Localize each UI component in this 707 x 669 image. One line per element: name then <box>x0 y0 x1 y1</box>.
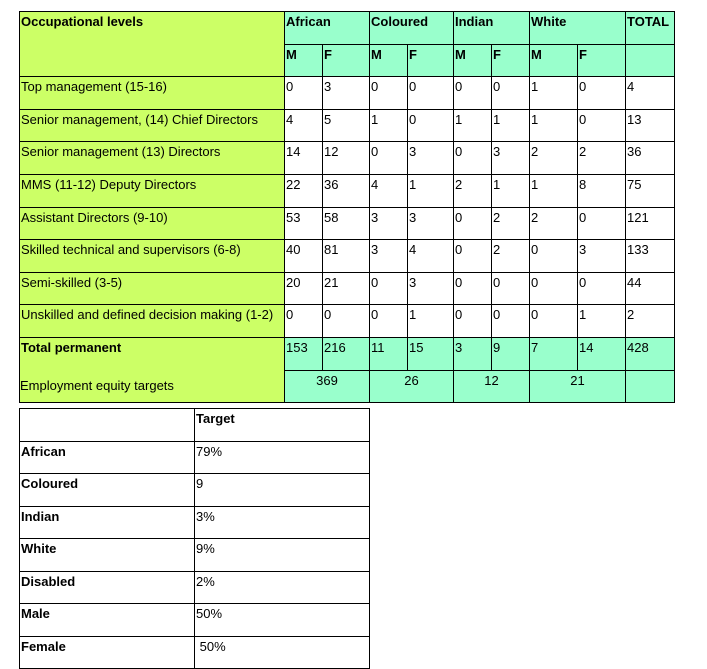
table-cell: 0 <box>285 77 323 110</box>
table-cell: 2 <box>626 305 675 338</box>
table-cell: 1 <box>492 174 530 207</box>
total-permanent-label: Total permanent <box>20 337 285 402</box>
table-cell: 0 <box>408 77 454 110</box>
table-cell: 1 <box>492 109 530 142</box>
table-cell: 58 <box>323 207 370 240</box>
total-african-f: 216 <box>323 337 370 370</box>
table-cell: 0 <box>530 305 578 338</box>
table-cell: 2 <box>454 174 492 207</box>
table-cell: 4 <box>285 109 323 142</box>
row-label: MMS (11-12) Deputy Directors <box>20 174 285 207</box>
header-total-blank <box>626 44 675 77</box>
target-row <box>20 539 370 572</box>
table-row <box>20 109 675 142</box>
table-cell: 0 <box>530 240 578 273</box>
table-cell: 8 <box>578 174 626 207</box>
header-occupational-levels: Occupational levels <box>20 12 285 77</box>
table-cell: 0 <box>492 272 530 305</box>
total-coloured-m: 11 <box>370 337 408 370</box>
table-cell: 2 <box>530 142 578 175</box>
table-cell: 21 <box>323 272 370 305</box>
table-cell: 0 <box>492 305 530 338</box>
table-cell: 3 <box>492 142 530 175</box>
table-cell: 0 <box>370 305 408 338</box>
group-total-indian: 12 <box>454 370 530 403</box>
target-row <box>20 604 370 637</box>
table-cell: 3 <box>408 207 454 240</box>
table-cell: 121 <box>626 207 675 240</box>
total-african-m: 153 <box>285 337 323 370</box>
table-cell: 0 <box>454 305 492 338</box>
total-grand: 428 <box>626 337 675 370</box>
table-cell: 0 <box>370 272 408 305</box>
table-cell: 1 <box>454 109 492 142</box>
table-cell: 3 <box>370 240 408 273</box>
group-total-african: 369 <box>285 370 370 403</box>
table-cell: 36 <box>626 142 675 175</box>
table-cell: 3 <box>578 240 626 273</box>
table-cell: 20 <box>285 272 323 305</box>
table-row <box>20 207 675 240</box>
table-cell: 1 <box>530 174 578 207</box>
table-cell: 3 <box>370 207 408 240</box>
target-label: White <box>20 539 195 572</box>
table-cell: 1 <box>408 174 454 207</box>
header-white-m: M <box>530 44 578 77</box>
table-row <box>20 272 675 305</box>
header-coloured-f: F <box>408 44 454 77</box>
table-cell: 2 <box>492 207 530 240</box>
table-cell: 3 <box>408 272 454 305</box>
target-row <box>20 636 370 669</box>
table-cell: 2 <box>492 240 530 273</box>
occupational-levels-table <box>19 11 675 403</box>
target-label: Coloured <box>20 474 195 507</box>
header-african-f: F <box>323 44 370 77</box>
target-value: 79% <box>195 441 370 474</box>
row-label: Senior management, (14) Chief Directors <box>20 109 285 142</box>
table-cell: 0 <box>454 207 492 240</box>
table-cell: 0 <box>408 109 454 142</box>
table-cell: 44 <box>626 272 675 305</box>
table-cell: 5 <box>323 109 370 142</box>
target-value: 3% <box>195 506 370 539</box>
total-indian-f: 9 <box>492 337 530 370</box>
target-row <box>20 506 370 539</box>
target-value: 50% <box>195 636 370 669</box>
table-cell: 0 <box>530 272 578 305</box>
target-label: Male <box>20 604 195 637</box>
total-permanent-row <box>20 337 675 370</box>
target-row <box>20 441 370 474</box>
targets-header-blank <box>20 409 195 442</box>
target-value: 2% <box>195 571 370 604</box>
table-cell: 4 <box>408 240 454 273</box>
row-label: Skilled technical and supervisors (6-8) <box>20 240 285 273</box>
target-row <box>20 571 370 604</box>
target-label: African <box>20 441 195 474</box>
table-cell: 0 <box>578 109 626 142</box>
table-cell: 0 <box>454 272 492 305</box>
header-white-f: F <box>578 44 626 77</box>
target-label: Disabled <box>20 571 195 604</box>
table-row <box>20 174 675 207</box>
row-label: Semi-skilled (3-5) <box>20 272 285 305</box>
table-cell: 12 <box>323 142 370 175</box>
header-coloured: Coloured <box>370 12 454 45</box>
header-white: White <box>530 12 626 45</box>
table-cell: 0 <box>578 77 626 110</box>
table-cell: 1 <box>578 305 626 338</box>
total-white-m: 7 <box>530 337 578 370</box>
table-cell: 14 <box>285 142 323 175</box>
table-cell: 53 <box>285 207 323 240</box>
header-african: African <box>285 12 370 45</box>
header-coloured-m: M <box>370 44 408 77</box>
table-cell: 0 <box>454 77 492 110</box>
row-label: Assistant Directors (9-10) <box>20 207 285 240</box>
group-total-coloured: 26 <box>370 370 454 403</box>
table-cell: 0 <box>323 305 370 338</box>
table-cell: 0 <box>454 142 492 175</box>
total-white-f: 14 <box>578 337 626 370</box>
target-label: Female <box>20 636 195 669</box>
total-coloured-f: 15 <box>408 337 454 370</box>
table-cell: 13 <box>626 109 675 142</box>
table-cell: 1 <box>370 109 408 142</box>
table-cell: 0 <box>578 272 626 305</box>
header-indian-m: M <box>454 44 492 77</box>
target-value: 50% <box>195 604 370 637</box>
header-african-m: M <box>285 44 323 77</box>
table-row <box>20 305 675 338</box>
row-label: Top management (15-16) <box>20 77 285 110</box>
table-cell: 36 <box>323 174 370 207</box>
table-cell: 0 <box>578 207 626 240</box>
target-value: 9 <box>195 474 370 507</box>
group-total-blank <box>626 370 675 403</box>
table-cell: 133 <box>626 240 675 273</box>
table-cell: 3 <box>408 142 454 175</box>
table-cell: 1 <box>408 305 454 338</box>
target-label: Indian <box>20 506 195 539</box>
header-total: TOTAL <box>626 12 675 45</box>
table-cell: 3 <box>323 77 370 110</box>
table-row <box>20 142 675 175</box>
table-cell: 75 <box>626 174 675 207</box>
table-cell: 1 <box>530 109 578 142</box>
targets-caption: Employment equity targets <box>20 378 174 393</box>
targets-body <box>20 441 370 669</box>
targets-header: Target <box>195 409 370 442</box>
target-row <box>20 474 370 507</box>
table-row <box>20 240 675 273</box>
table-cell: 2 <box>530 207 578 240</box>
table-cell: 0 <box>492 77 530 110</box>
group-total-white: 21 <box>530 370 626 403</box>
header-indian: Indian <box>454 12 530 45</box>
table-cell: 4 <box>370 174 408 207</box>
table-cell: 0 <box>370 77 408 110</box>
employment-equity-targets-table <box>19 408 370 669</box>
table-cell: 81 <box>323 240 370 273</box>
total-indian-m: 3 <box>454 337 492 370</box>
table-cell: 40 <box>285 240 323 273</box>
table-cell: 0 <box>454 240 492 273</box>
row-label: Senior management (13) Directors <box>20 142 285 175</box>
table-cell: 22 <box>285 174 323 207</box>
table-cell: 0 <box>370 142 408 175</box>
row-label: Unskilled and defined decision making (1-2) <box>20 305 285 338</box>
table-cell: 0 <box>285 305 323 338</box>
table-row <box>20 77 675 110</box>
header-indian-f: F <box>492 44 530 77</box>
table-cell: 2 <box>578 142 626 175</box>
table-cell: 4 <box>626 77 675 110</box>
table-body <box>20 77 675 338</box>
target-value: 9% <box>195 539 370 572</box>
table-cell: 1 <box>530 77 578 110</box>
